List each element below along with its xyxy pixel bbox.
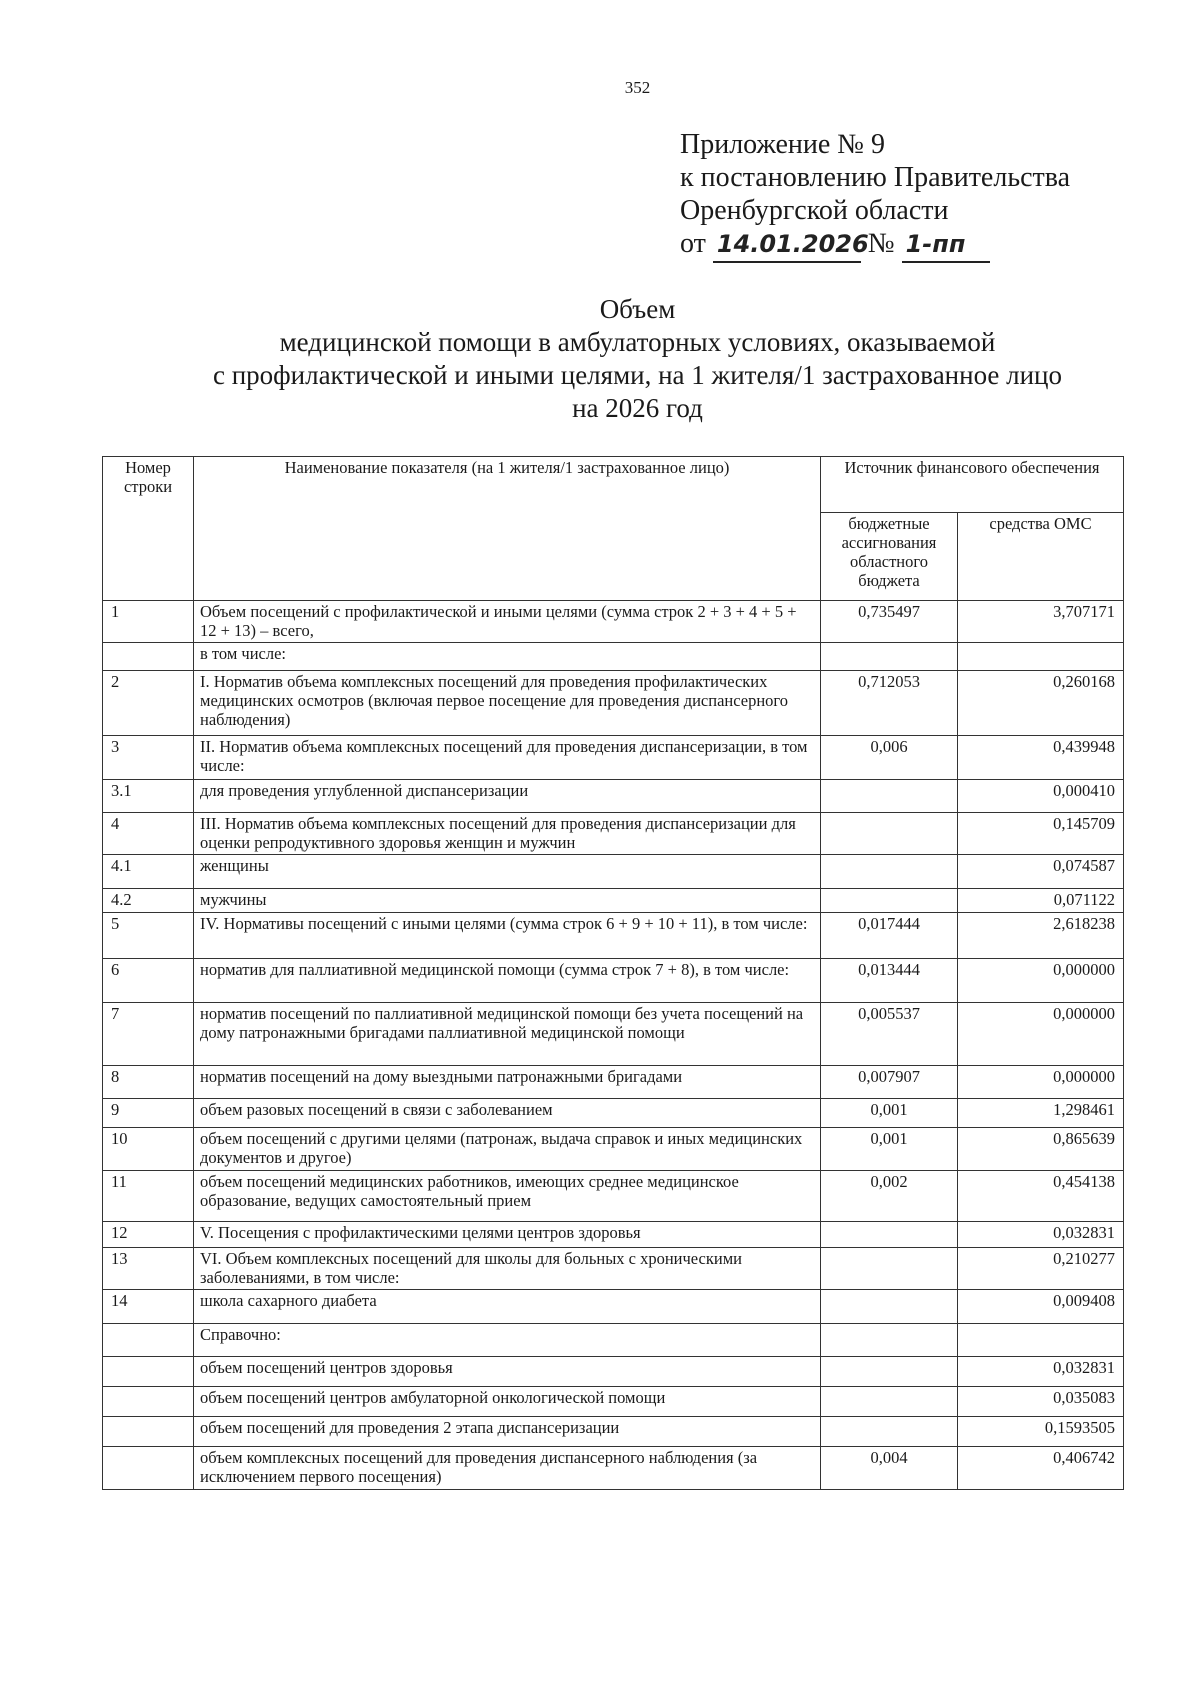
row-number-cell: 8 [103,1066,194,1099]
oms-value-cell: 0,032831 [958,1222,1124,1248]
budget-value-cell [821,1357,958,1387]
budget-value-cell [821,813,958,855]
oms-value-cell: 0,035083 [958,1387,1124,1417]
table-row [103,1222,1124,1248]
resolution-date: 14.01.2026 [713,228,861,263]
title-line-3: с профилактической и иными целями, на 1 жителя/1 застрахованное лицо [212,360,1063,390]
budget-value-cell: 0,004 [821,1447,958,1490]
budget-value-cell: 0,001 [821,1128,958,1171]
oms-value-cell [958,1324,1124,1357]
row-number-cell: 3.1 [103,780,194,813]
indicator-cell: I. Норматив объема комплексных посещений для проведения профилактических медицинских осмотров (включая первое посещение для проведения диспансерного наблюдения) [194,671,821,736]
indicator-cell: объем посещений для проведения 2 этапа диспансеризации [194,1417,821,1447]
table-row [103,1003,1124,1066]
indicator-cell: объем посещений с другими целями (патронаж, выдача справок и иных медицинских документов и другое) [194,1128,821,1171]
document-title [0,293,1200,425]
budget-value-cell [821,780,958,813]
table-row [103,1128,1124,1171]
budget-value-cell [821,1324,958,1357]
indicator-cell: VI. Объем комплексных посещений для школы для больных с хроническими заболеваниями, в том числе: [194,1248,821,1290]
indicator-cell: объем посещений медицинских работников, имеющих среднее медицинское образование, ведущих самостоятельный прием [194,1171,821,1222]
budget-value-cell: 0,001 [821,1099,958,1128]
indicator-cell: для проведения углубленной диспансеризации [194,780,821,813]
indicator-cell: норматив для паллиативной медицинской помощи (сумма строк 7 + 8), в том числе: [194,959,821,1003]
table-body [103,601,1124,1490]
from-label: от [680,228,706,259]
table-row [103,959,1124,1003]
row-number-cell [103,1417,194,1447]
budget-value-cell: 0,002 [821,1171,958,1222]
budget-value-cell: 0,007907 [821,1066,958,1099]
title-line-4: на 2026 год [572,393,703,423]
table-row [103,601,1124,643]
row-number-cell: 1 [103,601,194,643]
budget-value-cell: 0,005537 [821,1003,958,1066]
row-number-cell: 6 [103,959,194,1003]
table-row [103,913,1124,959]
row-number-cell: 7 [103,1003,194,1066]
row-number-cell: 4 [103,813,194,855]
appendix-line-1: Приложение № 9 [680,129,885,160]
indicator-cell: норматив посещений на дому выездными патронажными бригадами [194,1066,821,1099]
appendix-block [680,128,1070,263]
table-row [103,780,1124,813]
indicator-cell: IV. Нормативы посещений с иными целями (сумма строк 6 + 9 + 10 + 11), в том числе: [194,913,821,959]
budget-value-cell: 0,006 [821,736,958,780]
appendix-line-2: к постановлению Правительства [680,162,1071,193]
budget-value-cell [821,1417,958,1447]
budget-value-cell: 0,735497 [821,601,958,643]
row-number-cell: 14 [103,1290,194,1324]
title-line-1: Объем [599,294,676,324]
header-row-number: Номер строки [103,457,194,601]
oms-value-cell: 0,000410 [958,780,1124,813]
oms-value-cell: 0,032831 [958,1357,1124,1387]
oms-value-cell: 0,071122 [958,889,1124,913]
header-budget: бюджетные ассигнования областного бюджета [821,513,958,601]
oms-value-cell: 1,298461 [958,1099,1124,1128]
oms-value-cell: 0,000000 [958,1066,1124,1099]
indicator-cell: норматив посещений по паллиативной медицинской помощи без учета посещений на дому патронажными бригадами паллиативной медицинской помощи [194,1003,821,1066]
indicator-cell: Объем посещений с профилактической и иными целями (сумма строк 2 + 3 + 4 + 5 + 12 + 13) – всего, [194,601,821,643]
indicator-cell: школа сахарного диабета [194,1290,821,1324]
table-row [103,1447,1124,1490]
table-row [103,1357,1124,1387]
table-row [103,1066,1124,1099]
row-number-cell [103,1357,194,1387]
resolution-number: 1-пп [902,228,990,263]
budget-value-cell: 0,013444 [821,959,958,1003]
budget-value-cell [821,889,958,913]
row-number-cell: 9 [103,1099,194,1128]
appendix-line-3: Оренбургской области [680,195,949,226]
indicator-cell: II. Норматив объема комплексных посещений для проведения диспансеризации, в том числе: [194,736,821,780]
row-number-cell: 11 [103,1171,194,1222]
oms-value-cell: 2,618238 [958,913,1124,959]
oms-value-cell: 0,074587 [958,855,1124,889]
indicator-cell: объем посещений центров здоровья [194,1357,821,1387]
budget-value-cell [821,1387,958,1417]
oms-value-cell: 0,210277 [958,1248,1124,1290]
oms-value-cell: 0,145709 [958,813,1124,855]
table-row [103,643,1124,671]
header-oms: средства ОМС [958,513,1124,601]
budget-value-cell: 0,017444 [821,913,958,959]
row-number-cell: 12 [103,1222,194,1248]
oms-value-cell: 0,000000 [958,1003,1124,1066]
row-number-cell: 10 [103,1128,194,1171]
table-row [103,1387,1124,1417]
row-number-cell: 13 [103,1248,194,1290]
row-number-cell: 3 [103,736,194,780]
indicator-cell: III. Норматив объема комплексных посещений для проведения диспансеризации для оценки репродуктивного здоровья женщин и мужчин [194,813,821,855]
indicator-cell: мужчины [194,889,821,913]
budget-value-cell [821,1248,958,1290]
oms-value-cell: 0,454138 [958,1171,1124,1222]
table-row [103,1290,1124,1324]
table-row [103,1248,1124,1290]
indicator-cell: объем посещений центров амбулаторной онкологической помощи [194,1387,821,1417]
row-number-cell [103,1387,194,1417]
oms-value-cell: 0,439948 [958,736,1124,780]
oms-value-cell [958,643,1124,671]
budget-value-cell [821,1222,958,1248]
row-number-cell [103,1324,194,1357]
table-row [103,1417,1124,1447]
row-number-cell [103,1447,194,1490]
indicator-cell: объем комплексных посещений для проведения диспансерного наблюдения (за исключением первого посещения) [194,1447,821,1490]
indicator-cell: в том числе: [194,643,821,671]
number-label: № [867,228,895,259]
table-row [103,736,1124,780]
table-row [103,1171,1124,1222]
title-line-2: медицинской помощи в амбулаторных условиях, оказываемой [279,327,996,357]
oms-value-cell: 0,865639 [958,1128,1124,1171]
oms-value-cell: 3,707171 [958,601,1124,643]
row-number-cell: 2 [103,671,194,736]
oms-value-cell: 0,260168 [958,671,1124,736]
header-funding-source: Источник финансового обеспечения [821,457,1124,513]
row-number-cell: 4.2 [103,889,194,913]
oms-value-cell: 0,406742 [958,1447,1124,1490]
indicator-cell: объем разовых посещений в связи с заболеванием [194,1099,821,1128]
indicator-cell: женщины [194,855,821,889]
row-number-cell: 4.1 [103,855,194,889]
row-number-cell: 5 [103,913,194,959]
indicator-cell: Справочно: [194,1324,821,1357]
appendix-line-4 [680,227,1070,263]
table-row [103,1099,1124,1128]
indicator-cell: V. Посещения с профилактическими целями центров здоровья [194,1222,821,1248]
header-indicator: Наименование показателя (на 1 жителя/1 застрахованное лицо) [194,457,821,601]
oms-value-cell: 0,1593505 [958,1417,1124,1447]
volume-table [102,456,1124,1490]
budget-value-cell [821,643,958,671]
row-number-cell [103,643,194,671]
oms-value-cell: 0,000000 [958,959,1124,1003]
table-row [103,889,1124,913]
table-row [103,1324,1124,1357]
table-row [103,855,1124,889]
table-row [103,671,1124,736]
budget-value-cell: 0,712053 [821,671,958,736]
page-number: 352 [624,78,651,97]
table-row [103,813,1124,855]
budget-value-cell [821,1290,958,1324]
budget-value-cell [821,855,958,889]
oms-value-cell: 0,009408 [958,1290,1124,1324]
